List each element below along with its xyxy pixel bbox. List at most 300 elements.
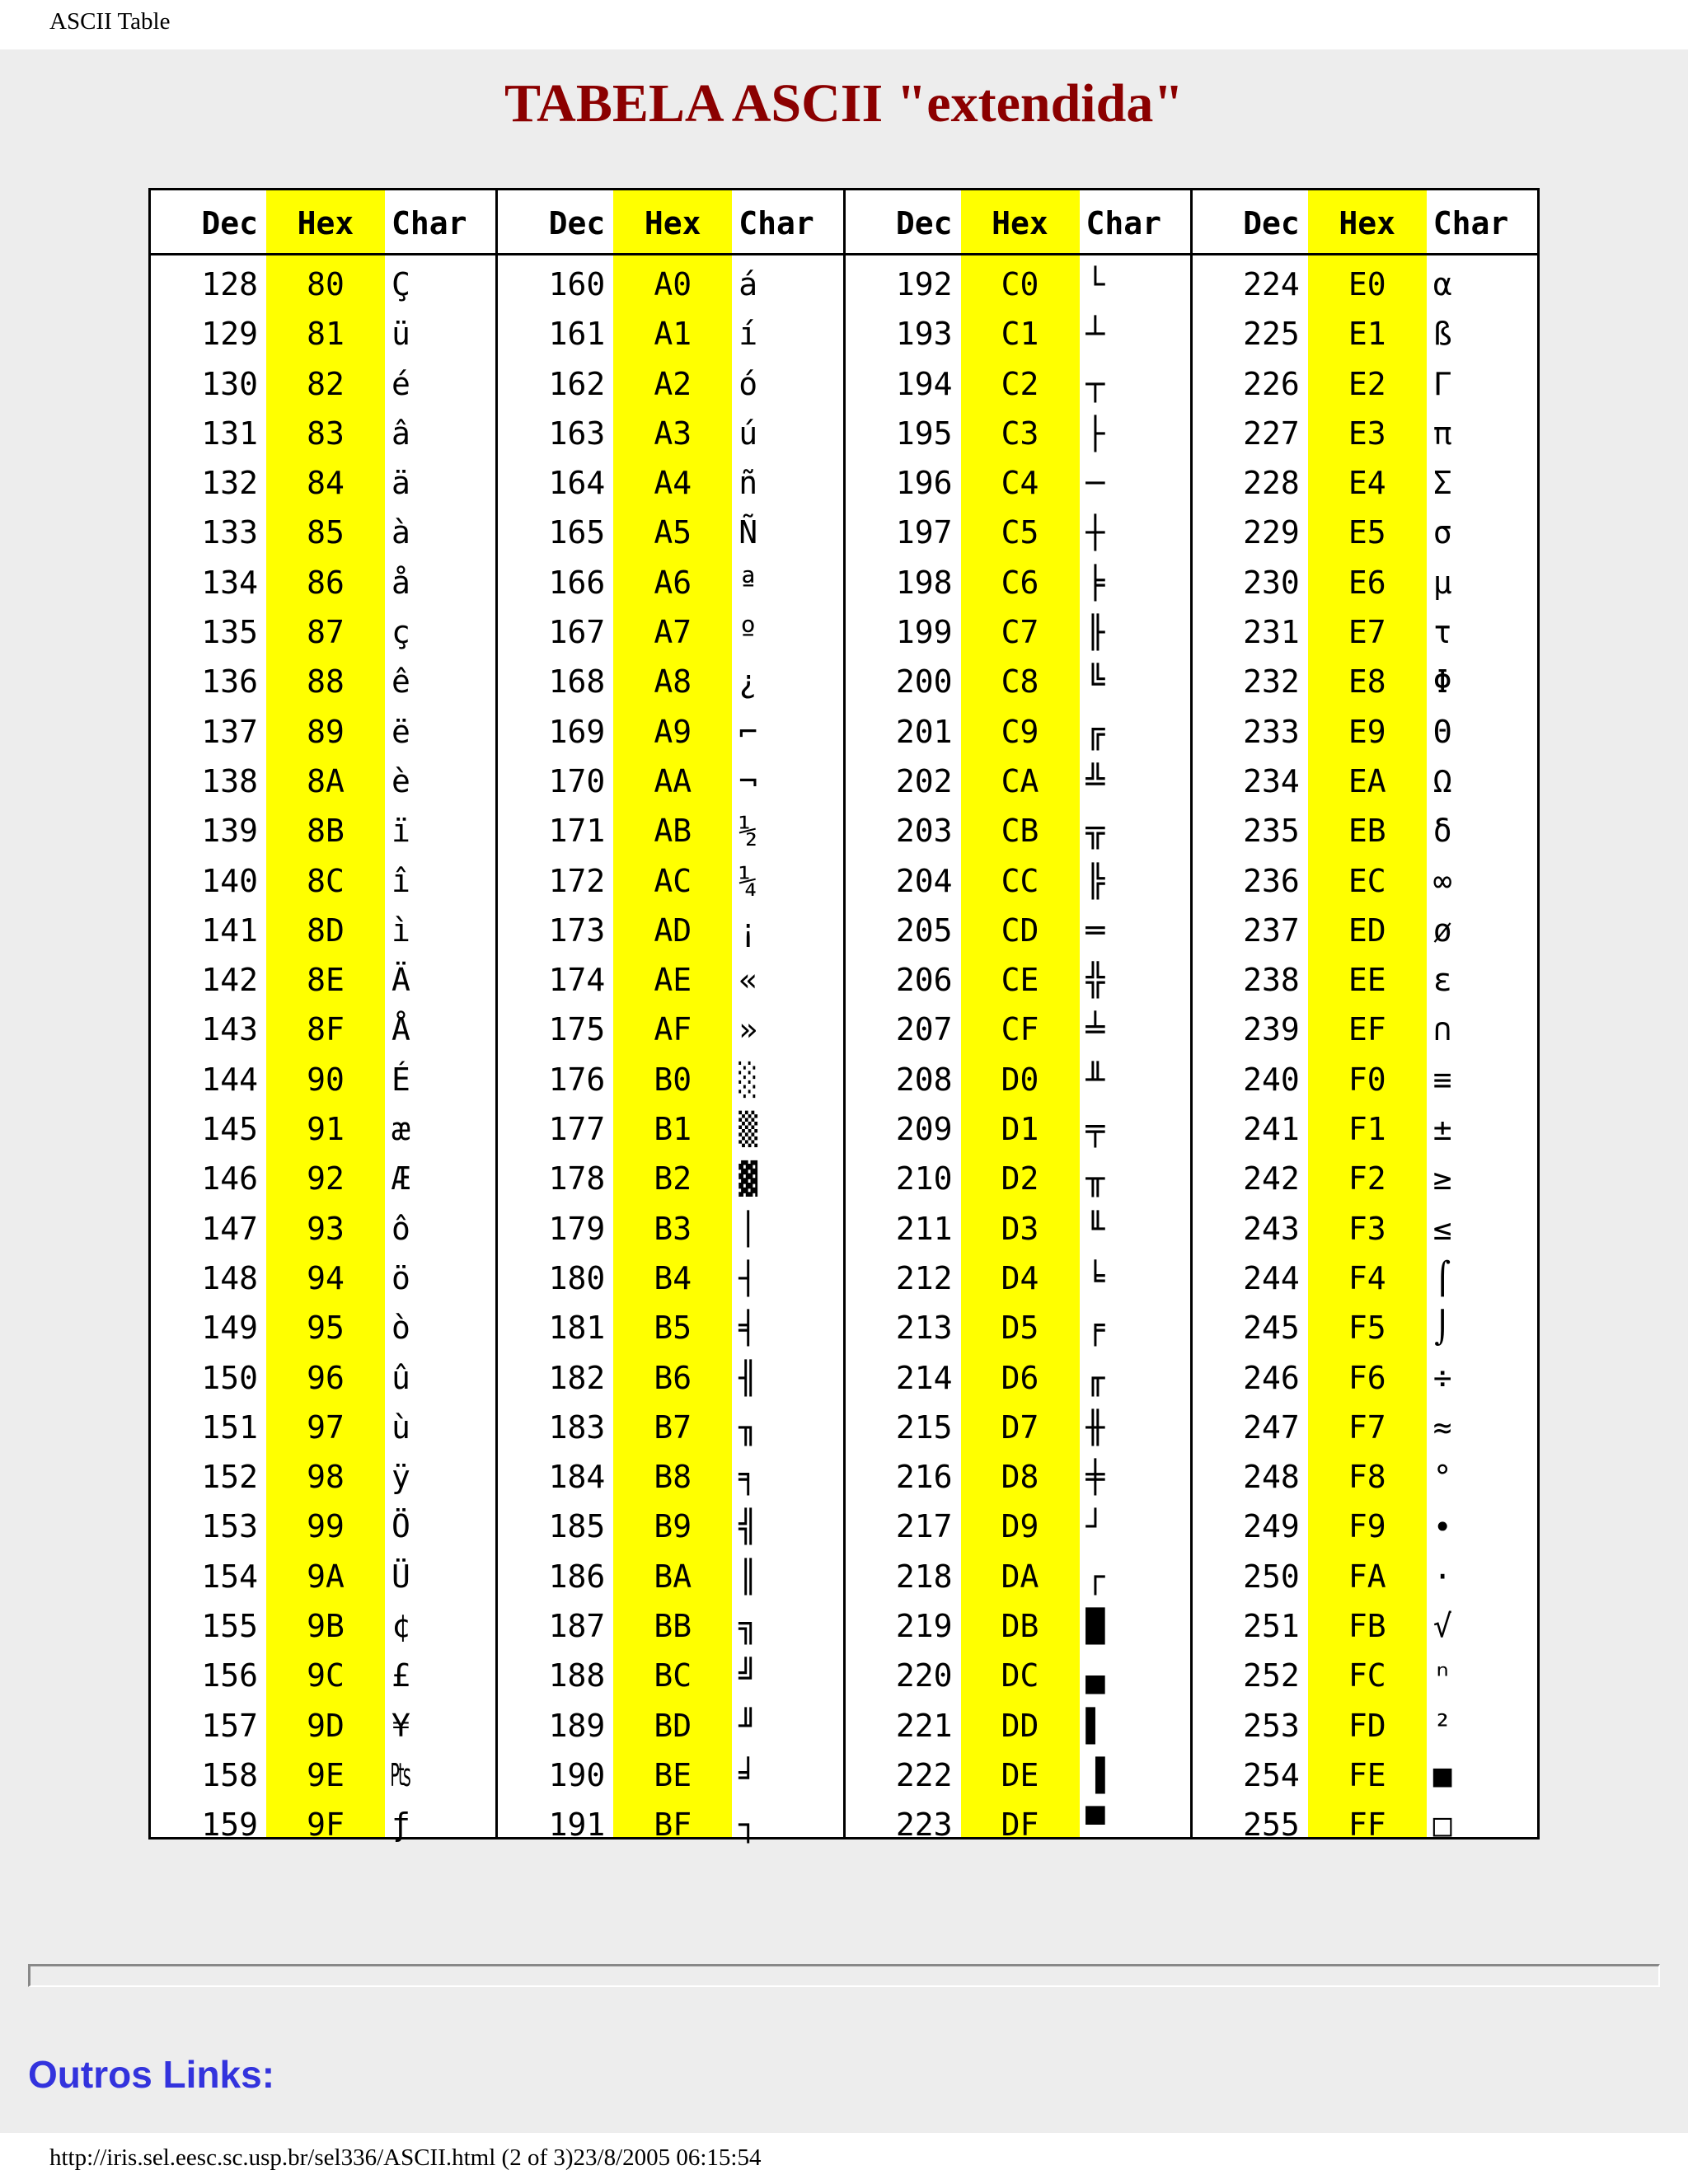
char-cell: ╓ [1085, 1359, 1105, 1396]
char-cell: ■ [1432, 1756, 1452, 1793]
hex-cell: 88 [307, 663, 345, 701]
hex-cell: B0 [654, 1061, 692, 1098]
dec-cell: 135 [201, 614, 258, 651]
header-separator [498, 253, 842, 255]
hex-cell: A8 [654, 663, 692, 701]
dec-cell: 193 [895, 316, 953, 353]
hex-cell: A9 [654, 713, 692, 750]
char-cell: º [738, 614, 758, 651]
char-cell: ╩ [1085, 762, 1105, 799]
column-header-hex: Hex [1339, 205, 1396, 241]
hex-cell: 98 [307, 1459, 345, 1496]
hex-cell: 99 [307, 1508, 345, 1545]
dec-cell: 152 [201, 1459, 258, 1496]
page-title: TABELA ASCII "extendida" [504, 73, 1184, 134]
char-cell: ù [392, 1408, 410, 1446]
char-cell: ü [392, 316, 410, 353]
dec-cell: 191 [548, 1807, 606, 1844]
hex-cell: A7 [654, 614, 692, 651]
hex-cell: BA [654, 1558, 692, 1595]
dec-cell: 215 [895, 1408, 953, 1446]
hex-cell: E2 [1348, 365, 1386, 402]
hex-column [613, 190, 732, 1844]
column-header-char: Char [738, 205, 814, 241]
char-cell: ∞ [1432, 862, 1452, 899]
column-header-char: Char [392, 205, 467, 241]
hex-cell: C6 [1001, 564, 1039, 601]
hex-cell: DA [1001, 1558, 1039, 1595]
hex-cell: F0 [1348, 1061, 1386, 1098]
dec-cell: 164 [548, 465, 606, 502]
char-cell: ¥ [392, 1707, 410, 1744]
hex-cell: A2 [654, 365, 692, 402]
column-header-dec: Dec [1243, 205, 1300, 241]
dec-cell: 139 [201, 813, 258, 850]
hex-cell: 82 [307, 365, 345, 402]
char-cell: ┘ [1085, 1508, 1105, 1545]
dec-cell: 154 [201, 1558, 258, 1595]
table-block-1 [151, 190, 498, 1844]
hex-cell: F3 [1348, 1210, 1386, 1247]
char-cell: Ç [392, 266, 410, 302]
char-cell: ₧ [392, 1756, 410, 1793]
page-content [0, 49, 1688, 2133]
hex-cell: 95 [307, 1310, 345, 1347]
char-cell: ß [1432, 316, 1452, 353]
hex-cell: B3 [654, 1210, 692, 1247]
dec-cell: 160 [548, 266, 606, 302]
hex-cell: EE [1348, 962, 1386, 999]
hex-cell: BF [654, 1807, 692, 1844]
dec-cell: 219 [895, 1608, 953, 1645]
dec-cell: 159 [201, 1807, 258, 1844]
hex-cell: B7 [654, 1408, 692, 1446]
char-cell: ⌐ [738, 713, 758, 750]
hex-cell: EA [1348, 762, 1386, 799]
char-cell: ╙ [1085, 1210, 1105, 1247]
char-cell: ñ [738, 465, 758, 502]
hex-cell: A3 [654, 415, 692, 452]
hex-cell: 90 [307, 1061, 345, 1098]
char-cell: æ [392, 1111, 410, 1148]
dec-column [151, 190, 266, 1844]
hex-cell: AA [654, 762, 692, 799]
char-cell: ø [1432, 912, 1452, 949]
hex-cell: 91 [307, 1111, 345, 1148]
dec-cell: 150 [201, 1359, 258, 1396]
dec-cell: 234 [1243, 762, 1300, 799]
dec-cell: 188 [548, 1657, 606, 1694]
char-cell: ═ [1085, 912, 1105, 949]
char-cell: Ü [392, 1558, 410, 1595]
dec-cell: 133 [201, 514, 258, 551]
hex-cell: E1 [1348, 316, 1386, 353]
hex-cell: E4 [1348, 465, 1386, 502]
dec-cell: 218 [895, 1558, 953, 1595]
hex-cell: 85 [307, 514, 345, 551]
hex-cell: C9 [1001, 713, 1039, 750]
hex-cell: B8 [654, 1459, 692, 1496]
char-cell: ╜ [738, 1707, 758, 1744]
dec-cell: 221 [895, 1707, 953, 1744]
hex-cell: 93 [307, 1210, 345, 1247]
hex-cell: 81 [307, 316, 345, 353]
dec-cell: 220 [895, 1657, 953, 1694]
hex-cell: FD [1348, 1707, 1386, 1744]
char-cell: » [738, 1011, 758, 1048]
table-block-3 [846, 190, 1193, 1844]
hex-cell: 83 [307, 415, 345, 452]
char-cell: ╢ [738, 1359, 758, 1396]
hex-cell: FF [1348, 1807, 1386, 1844]
hex-cell: AE [654, 962, 692, 999]
char-cell: σ [1432, 514, 1452, 551]
dec-cell: 153 [201, 1508, 258, 1545]
dec-cell: 244 [1243, 1259, 1300, 1296]
dec-cell: 224 [1243, 266, 1300, 302]
dec-cell: 201 [895, 713, 953, 750]
hex-cell: 9A [307, 1558, 345, 1595]
header-separator [151, 253, 495, 255]
char-cell: · [1432, 1558, 1452, 1595]
char-cell: Θ [1432, 713, 1452, 750]
hex-cell: 92 [307, 1160, 345, 1197]
hex-cell: A5 [654, 514, 692, 551]
char-cell: ╨ [1085, 1061, 1105, 1098]
hex-cell: F8 [1348, 1459, 1386, 1496]
dec-cell: 186 [548, 1558, 606, 1595]
char-column [1080, 190, 1190, 1844]
hex-cell: C7 [1001, 614, 1039, 651]
char-cell: └ [1085, 266, 1105, 302]
char-cell: µ [1432, 564, 1452, 601]
hex-cell: F6 [1348, 1359, 1386, 1396]
dec-cell: 217 [895, 1508, 953, 1545]
dec-cell: 162 [548, 365, 606, 402]
char-cell: Γ [1432, 365, 1452, 402]
dec-cell: 184 [548, 1459, 606, 1496]
window-header [0, 0, 1688, 49]
char-cell: á [738, 266, 758, 302]
hex-cell: F7 [1348, 1408, 1386, 1446]
dec-cell: 182 [548, 1359, 606, 1396]
dec-cell: 200 [895, 663, 953, 701]
char-cell: ║ [738, 1558, 758, 1595]
dec-cell: 172 [548, 862, 606, 899]
dec-cell: 204 [895, 862, 953, 899]
column-header-dec: Dec [895, 205, 953, 241]
dec-cell: 227 [1243, 415, 1300, 452]
hex-cell: B2 [654, 1160, 692, 1197]
dec-cell: 232 [1243, 663, 1300, 701]
hex-cell: B4 [654, 1259, 692, 1296]
char-cell: ƒ [392, 1807, 410, 1844]
dec-cell: 167 [548, 614, 606, 651]
dec-cell: 255 [1243, 1807, 1300, 1844]
dec-cell: 147 [201, 1210, 258, 1247]
char-cell: ≈ [1432, 1408, 1452, 1446]
dec-cell: 151 [201, 1408, 258, 1446]
char-cell: ╗ [738, 1608, 758, 1645]
hex-cell: D3 [1001, 1210, 1039, 1247]
hex-cell: D8 [1001, 1459, 1039, 1496]
dec-cell: 203 [895, 813, 953, 850]
hex-cell: D9 [1001, 1508, 1039, 1545]
dec-cell: 252 [1243, 1657, 1300, 1694]
char-cell: ° [1432, 1459, 1452, 1496]
dec-cell: 149 [201, 1310, 258, 1347]
footer-url: http://iris.sel.eesc.sc.usp.br/sel336/ASCII.html (2 of 3)23/8/2005 06:15:54 [49, 2144, 762, 2171]
char-cell: δ [1432, 813, 1452, 850]
dec-cell: 176 [548, 1061, 606, 1098]
char-cell: ┼ [1085, 514, 1105, 551]
char-cell: ú [738, 415, 758, 452]
hex-cell: ED [1348, 912, 1386, 949]
hex-cell: E5 [1348, 514, 1386, 551]
char-cell: Å [392, 1011, 410, 1048]
char-cell: ó [738, 365, 758, 402]
hex-cell: C5 [1001, 514, 1039, 551]
hex-cell: 89 [307, 713, 345, 750]
hex-cell: C2 [1001, 365, 1039, 402]
dec-cell: 196 [895, 465, 953, 502]
hex-cell: B9 [654, 1508, 692, 1545]
dec-cell: 216 [895, 1459, 953, 1496]
dec-cell: 247 [1243, 1408, 1300, 1446]
char-cell: █ [1085, 1608, 1105, 1645]
dec-cell: 192 [895, 266, 953, 302]
char-cell: ö [392, 1259, 410, 1296]
hex-cell: B6 [654, 1359, 692, 1396]
hex-cell: AD [654, 912, 692, 949]
dec-cell: 143 [201, 1011, 258, 1048]
char-cell: Φ [1432, 663, 1452, 701]
hex-cell: BD [654, 1707, 692, 1744]
hex-cell: F1 [1348, 1111, 1386, 1148]
hex-cell: AB [654, 813, 692, 850]
hex-cell: CA [1001, 762, 1039, 799]
hex-cell: C4 [1001, 465, 1039, 502]
dec-cell: 146 [201, 1160, 258, 1197]
char-cell: ┤ [738, 1259, 758, 1296]
hex-cell: D1 [1001, 1111, 1039, 1148]
char-cell: ÷ [1432, 1359, 1452, 1396]
hex-cell: E0 [1348, 266, 1386, 302]
dec-cell: 178 [548, 1160, 606, 1197]
char-cell: å [392, 564, 410, 601]
hex-cell: 80 [307, 266, 345, 302]
hex-cell: EB [1348, 813, 1386, 850]
dec-cell: 165 [548, 514, 606, 551]
char-cell: ▄ [1085, 1657, 1105, 1694]
dec-cell: 155 [201, 1608, 258, 1645]
char-cell: ç [392, 614, 410, 651]
column-header-dec: Dec [201, 205, 258, 241]
hex-cell: CB [1001, 813, 1039, 850]
char-cell: Ö [392, 1508, 410, 1545]
dec-cell: 230 [1243, 564, 1300, 601]
dec-cell: 171 [548, 813, 606, 850]
hex-cell: 87 [307, 614, 345, 651]
dec-cell: 195 [895, 415, 953, 452]
char-cell: ╥ [1085, 1160, 1105, 1197]
char-cell: Ω [1432, 762, 1452, 799]
hex-cell: E7 [1348, 614, 1386, 651]
hex-cell: D0 [1001, 1061, 1039, 1098]
hex-cell: FB [1348, 1608, 1386, 1645]
column-header-hex: Hex [992, 205, 1048, 241]
dec-column [846, 190, 961, 1844]
char-cell: ¿ [738, 663, 758, 701]
dec-cell: 173 [548, 912, 606, 949]
hex-cell: E6 [1348, 564, 1386, 601]
dec-cell: 243 [1243, 1210, 1300, 1247]
hex-column [266, 190, 385, 1844]
dec-cell: 226 [1243, 365, 1300, 402]
dec-cell: 238 [1243, 962, 1300, 999]
char-cell: ¡ [738, 912, 758, 949]
dec-cell: 254 [1243, 1756, 1300, 1793]
dec-cell: 179 [548, 1210, 606, 1247]
hex-cell: 9B [307, 1608, 345, 1645]
dec-cell: 210 [895, 1160, 953, 1197]
dec-cell: 236 [1243, 862, 1300, 899]
dec-cell: 225 [1243, 316, 1300, 353]
char-cell: ╬ [1085, 962, 1105, 999]
char-cell: √ [1432, 1608, 1452, 1645]
char-cell: ▐ [1085, 1756, 1105, 1793]
hex-cell: 9D [307, 1707, 345, 1744]
hex-cell: F5 [1348, 1310, 1386, 1347]
hex-cell: E3 [1348, 415, 1386, 452]
char-cell: ≥ [1432, 1160, 1452, 1197]
hex-cell: 8E [307, 962, 345, 999]
char-cell: Σ [1432, 465, 1452, 502]
char-cell: ò [392, 1310, 410, 1347]
char-cell: ⁿ [1432, 1657, 1452, 1694]
dec-cell: 166 [548, 564, 606, 601]
hex-cell: A0 [654, 266, 692, 302]
dec-cell: 249 [1243, 1508, 1300, 1545]
hex-cell: 8B [307, 813, 345, 850]
char-cell: ╛ [738, 1756, 758, 1793]
dec-cell: 145 [201, 1111, 258, 1148]
dec-cell: 212 [895, 1259, 953, 1296]
char-cell: ╖ [738, 1408, 758, 1446]
dec-cell: 158 [201, 1756, 258, 1793]
dec-cell: 239 [1243, 1011, 1300, 1048]
dec-cell: 246 [1243, 1359, 1300, 1396]
char-cell: û [392, 1359, 410, 1396]
char-cell: ▒ [738, 1111, 758, 1148]
char-cell: ╟ [1085, 614, 1105, 651]
char-cell: ∩ [1432, 1011, 1452, 1048]
hex-cell: AC [654, 862, 692, 899]
hex-cell: C8 [1001, 663, 1039, 701]
hex-cell: 97 [307, 1408, 345, 1446]
ascii-table [148, 188, 1540, 1844]
hex-cell: BC [654, 1657, 692, 1694]
dec-cell: 129 [201, 316, 258, 353]
dec-cell: 228 [1243, 465, 1300, 502]
dec-cell: 144 [201, 1061, 258, 1098]
dec-cell: 211 [895, 1210, 953, 1247]
char-cell: π [1432, 415, 1452, 452]
dec-cell: 194 [895, 365, 953, 402]
dec-cell: 198 [895, 564, 953, 601]
dec-cell: 183 [548, 1408, 606, 1446]
char-cell: ╠ [1085, 862, 1105, 899]
dec-cell: 161 [548, 316, 606, 353]
char-cell: ░ [738, 1061, 758, 1098]
dec-cell: 148 [201, 1259, 258, 1296]
char-cell: ▀ [1085, 1807, 1105, 1844]
hex-cell: D4 [1001, 1259, 1039, 1296]
column-header-hex: Hex [297, 205, 354, 241]
char-cell: ▌ [1085, 1707, 1105, 1744]
char-cell: ╪ [1085, 1459, 1105, 1496]
char-cell: à [392, 514, 410, 551]
dec-cell: 206 [895, 962, 953, 999]
char-cell: ╝ [738, 1657, 758, 1694]
char-cell: ─ [1085, 465, 1105, 502]
hex-column [1308, 190, 1427, 1844]
hex-cell: DE [1001, 1756, 1039, 1793]
dec-cell: 222 [895, 1756, 953, 1793]
hex-cell: BB [654, 1608, 692, 1645]
column-header-char: Char [1085, 205, 1162, 241]
char-cell: î [392, 862, 410, 899]
hex-cell: D2 [1001, 1160, 1039, 1197]
char-cell: ╫ [1085, 1408, 1105, 1446]
dec-cell: 163 [548, 415, 606, 452]
char-cell: ½ [738, 813, 758, 850]
hex-cell: C3 [1001, 415, 1039, 452]
hex-cell: 96 [307, 1359, 345, 1396]
char-column [385, 190, 495, 1844]
hex-cell: 8D [307, 912, 345, 949]
hex-cell: EF [1348, 1011, 1386, 1048]
dec-cell: 189 [548, 1707, 606, 1744]
hex-cell: DB [1001, 1608, 1039, 1645]
dec-cell: 156 [201, 1657, 258, 1694]
window-title: ASCII Table [49, 8, 171, 35]
char-cell: ╚ [1085, 663, 1105, 701]
hex-cell: CE [1001, 962, 1039, 999]
dec-cell: 134 [201, 564, 258, 601]
column-header-hex: Hex [644, 205, 701, 241]
hex-cell: 94 [307, 1259, 345, 1296]
char-cell: ∙ [1432, 1508, 1452, 1545]
char-cell: ÿ [392, 1459, 410, 1496]
dec-cell: 231 [1243, 614, 1300, 651]
char-cell: ╞ [1085, 564, 1105, 601]
char-cell: ╤ [1085, 1111, 1105, 1148]
dec-cell: 240 [1243, 1061, 1300, 1098]
char-cell: ╕ [738, 1459, 758, 1496]
dec-cell: 241 [1243, 1111, 1300, 1148]
char-cell: ⌠ [1432, 1259, 1452, 1296]
char-cell: ë [392, 713, 410, 750]
hex-cell: DC [1001, 1657, 1039, 1694]
char-cell: ± [1432, 1111, 1452, 1148]
dec-cell: 168 [548, 663, 606, 701]
hex-cell: B5 [654, 1310, 692, 1347]
dec-cell: 207 [895, 1011, 953, 1048]
hex-cell: DD [1001, 1707, 1039, 1744]
other-links-heading: Outros Links: [28, 2053, 275, 2096]
dec-cell: 169 [548, 713, 606, 750]
